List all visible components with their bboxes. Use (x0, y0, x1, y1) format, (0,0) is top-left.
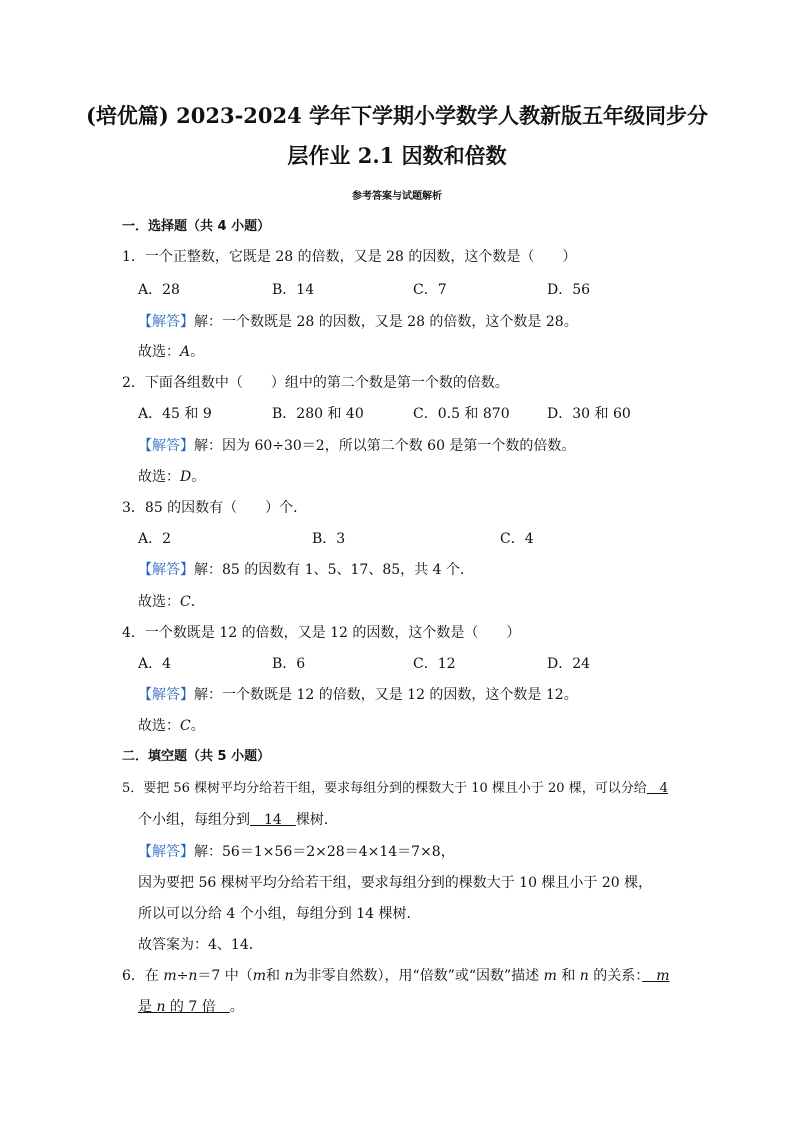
q2-answer: 【解答】解：因为 60÷30＝2，所以第二个数 60 是第一个数的倍数。 (138, 438, 576, 454)
page-title-line1: (培优篇) 2023-2024 学年下学期小学数学人教新版五年级同步分 (85, 103, 709, 128)
q1-option-a: A．28 (138, 282, 180, 298)
q3-option-a: A．2 (138, 531, 172, 547)
subtitle: 参考答案与试题解析 (352, 191, 442, 202)
answer-tag: 【解答】 (138, 844, 194, 860)
answer-tag: 【解答】 (138, 438, 194, 454)
q2-option-b: B．280 和 40 (272, 406, 364, 422)
q4-option-c: C．12 (413, 656, 456, 672)
q3-stem: 3．85 的因数有（ ）个． (122, 500, 308, 516)
q2-choice: 故选：D。 (138, 469, 206, 485)
q4-choice: 故选：C。 (138, 718, 205, 734)
q4-stem: 4．一个数既是 12 的倍数，又是 12 的因数，这个数是（ ） (122, 625, 521, 641)
q2-stem: 2．下面各组数中（ ）组中的第二个数是第一个数的倍数。 (122, 375, 509, 391)
q1-option-b: B．14 (272, 282, 315, 298)
section-heading-fill: 二．填空题（共 5 小题） (122, 749, 271, 764)
q5-answer-4: 故答案为：4、14． (138, 937, 263, 953)
q3-answer: 【解答】解：85 的因数有 1、5、17、85，共 4 个． (138, 562, 474, 578)
q1-option-c: C．7 (413, 282, 447, 298)
q6-blank-answer: 是 n 的 7 倍 (138, 999, 230, 1015)
q3-option-b: B．3 (312, 531, 346, 547)
q5-stem-line1: 5．要把 56 棵树平均分给若干组，要求每组分到的棵数大于 10 棵且小于 20 棵，可以分给 4 (122, 781, 668, 796)
q3-option-c: C．4 (500, 531, 534, 547)
q1-answer: 【解答】解：一个数既是 28 的因数，又是 28 的倍数，这个数是 28。 (138, 314, 578, 330)
q4-option-b: B．6 (272, 656, 306, 672)
q5-stem-line2: 个小组，每组分到 14 棵树． (138, 812, 338, 828)
q6-stem-line1: 6．在 m÷n＝7 中（m和 n为非零自然数），用“倍数”或“因数”描述 m 和 n 的关系： m (122, 968, 670, 984)
page-title-line2: 层作业 2.1 因数和倍数 (287, 143, 507, 168)
q5-answer-3: 所以可以分给 4 个小组，每组分到 14 棵树． (138, 906, 421, 922)
q1-stem: 1．一个正整数，它既是 28 的倍数，又是 28 的因数，这个数是（ ） (122, 249, 577, 265)
q5-blank-2: 14 (250, 812, 296, 828)
q1-choice: 故选：A。 (138, 344, 205, 360)
answer-tag: 【解答】 (138, 314, 194, 330)
answer-tag: 【解答】 (138, 687, 194, 703)
q4-option-a: A．4 (138, 656, 172, 672)
q2-option-c: C．0.5 和 870 (413, 406, 510, 422)
q5-blank-1: 4 (646, 781, 668, 796)
section-heading-choice: 一．选择题（共 4 小题） (122, 219, 271, 234)
q5-answer-1: 【解答】解：56＝1×56＝2×28＝4×14＝7×8， (138, 844, 455, 860)
q2-option-d: D．30 和 60 (547, 406, 631, 422)
q3-choice: 故选：C． (138, 594, 205, 610)
q1-option-d: D．56 (547, 282, 591, 298)
q5-answer-2: 因为要把 56 棵树平均分给若干组，要求每组分到的棵数大于 10 棵且小于 20 棵， (138, 875, 653, 891)
q4-answer: 【解答】解：一个数既是 12 的倍数，又是 12 的因数，这个数是 12。 (138, 687, 578, 703)
q4-option-d: D．24 (547, 656, 591, 672)
q6-stem-line2: 是 n 的 7 倍 。 (138, 999, 244, 1015)
q2-option-a: A．45 和 9 (138, 406, 212, 422)
q6-blank: m (642, 968, 670, 984)
answer-tag: 【解答】 (138, 562, 194, 578)
